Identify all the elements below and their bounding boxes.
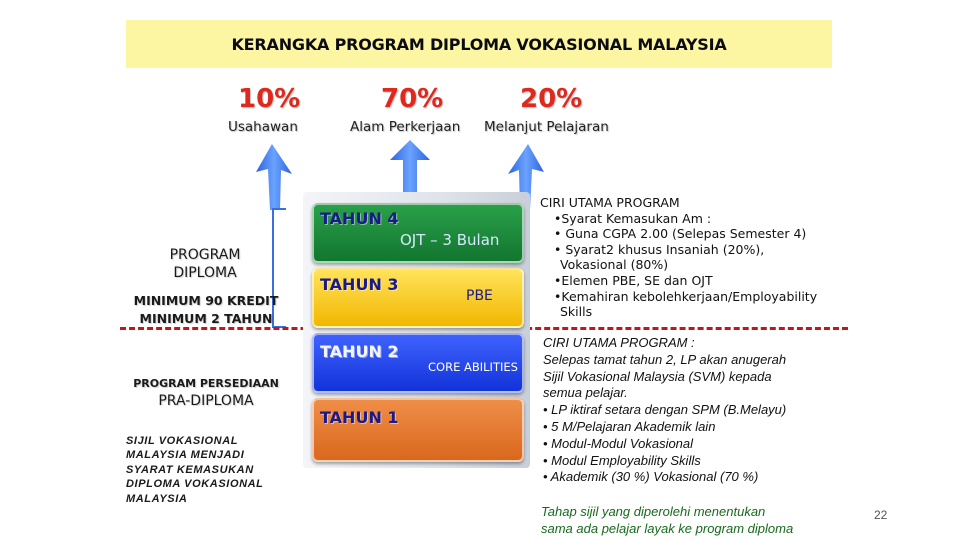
year-label: TAHUN 4: [320, 209, 399, 228]
ciri-line: • Akademik (30 %) Vokasional (70 %): [543, 469, 759, 485]
minimum-tahun: MINIMUM 2 TAHUN: [139, 311, 273, 326]
sijil-line: MALAYSIA MENJADI: [126, 449, 245, 462]
program-diploma-line1: PROGRAM: [169, 247, 241, 263]
block-text: CORE ABILITIES: [428, 360, 518, 374]
ciri-line: • Modul Employability Skills: [543, 452, 701, 468]
label-alam-perkerjaan: Alam Perkerjaan: [350, 119, 461, 135]
block-text: PBE: [466, 288, 493, 304]
minimum-kredit: MINIMUM 90 KREDIT: [133, 293, 279, 308]
note-line: sama ada pelajar layak ke program diploma: [541, 521, 794, 536]
block-tahun-1: [312, 398, 524, 462]
sijil-line: SYARAT KEMASUKAN: [126, 463, 254, 476]
ciri-line: Selepas tamat tahun 2, LP akan anugerah: [543, 351, 787, 367]
page-title: KERANGKA PROGRAM DIPLOMA VOKASIONAL MALAYSIA: [231, 34, 727, 54]
ciri-line: • 5 M/Pelajaran Akademik lain: [543, 418, 716, 434]
diploma-bracket: [272, 208, 286, 328]
ciri-line: CIRI UTAMA PROGRAM :: [543, 335, 695, 350]
percent-melanjut-pelajaran: 20%: [520, 84, 583, 114]
ciri-line: • Syarat2 khusus Insaniah (20%),: [554, 241, 765, 257]
block-text: OJT – 3 Bulan: [400, 231, 500, 249]
page-number: 22: [874, 508, 888, 522]
block-tahun-3: [312, 268, 524, 328]
year-label: TAHUN 2: [320, 342, 399, 361]
year-label: TAHUN 3: [320, 275, 399, 294]
program-persediaan: PROGRAM PERSEDIAAN: [133, 377, 279, 390]
ciri-line: Skills: [560, 304, 593, 320]
sijil-line: DIPLOMA VOKASIONAL: [126, 478, 264, 491]
ciri-line: semua pelajar.: [543, 385, 628, 401]
percent-alam-perkerjaan: 70%: [381, 84, 444, 114]
ciri-line: Vokasional (80%): [560, 257, 669, 273]
ciri-line: •Kemahiran kebolehkerjaan/Employability: [554, 288, 818, 304]
label-melanjut-pelajaran: Melanjut Pelajaran: [484, 119, 609, 135]
ciri-utama-program-list: [540, 195, 817, 320]
program-diploma-label: [140, 246, 270, 282]
ciri-line: •Syarat Kemasukan Am :: [554, 210, 712, 226]
arrow-up-center-icon: [385, 138, 435, 198]
ciri-line: • LP iktiraf setara dengan SPM (B.Melayu): [543, 402, 787, 418]
ciri-line: Sijil Vokasional Malaysia (SVM) kepada: [543, 368, 772, 384]
ciri-line: • Modul-Modul Vokasional: [543, 435, 694, 451]
pra-diploma: PRA-DIPLOMA: [158, 393, 254, 409]
ciri-line: •Elemen PBE, SE dan OJT: [554, 272, 713, 288]
percent-usahawan: 10%: [238, 84, 301, 114]
block-tahun-2: [312, 333, 524, 393]
label-usahawan: Usahawan: [228, 119, 298, 135]
arrow-up-left-icon: [250, 140, 300, 212]
note-line: Tahap sijil yang diperolehi menentukan: [541, 504, 766, 519]
ciri-line: CIRI UTAMA PROGRAM: [540, 195, 680, 210]
block-tahun-4: [312, 203, 524, 263]
ciri-utama-sijil-list: [543, 335, 786, 486]
title-banner: [126, 20, 832, 68]
sijil-line: SIJIL VOKASIONAL: [126, 435, 239, 447]
sijil-line: MALAYSIA: [126, 492, 188, 505]
year-label: TAHUN 1: [320, 408, 399, 427]
sijil-vokasional-note: [126, 434, 264, 506]
ciri-line: • Guna CGPA 2.00 (Selepas Semester 4): [554, 226, 807, 242]
tahap-sijil-note: [541, 503, 793, 537]
program-diploma-line2: DIPLOMA: [173, 265, 237, 281]
